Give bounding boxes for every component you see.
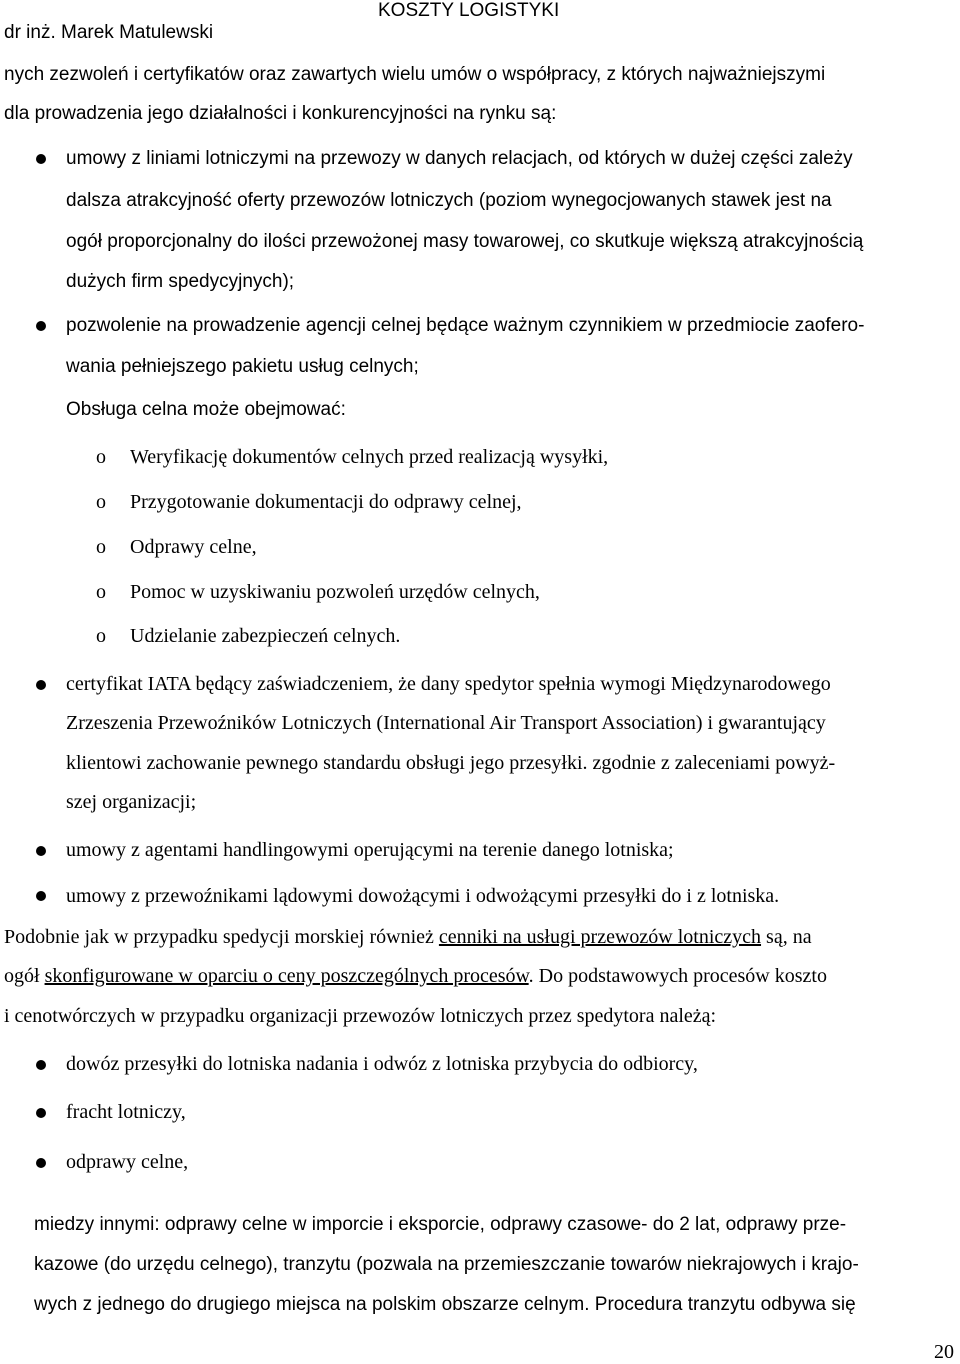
closing-line: wych z jednego do drugiego miejsca na polskim obszarze celnym. Procedura tranzytu odbywa się <box>34 1294 856 1315</box>
intro-line: nych zezwoleń i certyfikatów oraz zawartych wielu umów o współpracy, z których najważniejszymi <box>4 64 826 85</box>
bullet-icon <box>36 846 46 856</box>
bullet-text: klientowi zachowanie pewnego standardu obsługi jego przesyłki. zgodnie z zaleceniami powyż- <box>66 752 836 774</box>
bullet-text: umowy z przewoźnikami lądowymi dowożącymi i odwożącymi przesyłki do i z lotniska. <box>66 885 780 907</box>
sublist-marker: o <box>96 581 106 603</box>
underlined-phrase: cenniki na usługi przewozów lotniczych <box>438 926 762 948</box>
bullet-text: dużych firm spedycyjnych); <box>66 271 295 292</box>
paragraph-text: ogół <box>4 965 45 987</box>
sublist-item: Pomoc w uzyskiwaniu pozwoleń urzędów celnych, <box>130 581 540 603</box>
sublist-item: Weryfikację dokumentów celnych przed realizacją wysyłki, <box>130 446 609 468</box>
bullet-text: pozwolenie na prowadzenie agencji celnej będące ważnym czynnikiem w przedmiocie zaofero- <box>66 315 865 336</box>
bullet-text: wania pełniejszego pakietu usług celnych; <box>66 356 419 377</box>
bullet-text: umowy z agentami handlingowymi operującymi na terenie danego lotniska; <box>66 839 674 861</box>
bullet-text: umowy z liniami lotniczymi na przewozy w danych relacjach, od których w dużej części zależy <box>66 148 853 169</box>
bullet-text: ogół proporcjonalny do ilości przewożonej masy towarowej, co skutkuje większą atrakcyjnością <box>66 231 864 252</box>
paragraph-text: . Do podstawowych procesów koszto <box>528 965 827 987</box>
bullet-text: certyfikat IATA będący zaświadczeniem, że dany spedytor spełnia wymogi Międzynarodowego <box>66 673 831 695</box>
bullet-icon <box>36 680 46 690</box>
sublist-marker: o <box>96 625 106 647</box>
closing-line: miedzy innymi: odprawy celne w imporcie i eksporcie, odprawy czasowe- do 2 lat, odprawy prze- <box>34 1214 847 1235</box>
sublist-item: Udzielanie zabezpieczeń celnych. <box>130 625 401 647</box>
sublist-marker: o <box>96 491 106 513</box>
paragraph-text: Podobnie jak w przypadku spedycji morskiej również <box>4 926 439 948</box>
paragraph-text: są, na <box>761 926 812 948</box>
bullet-text: Zrzeszenia Przewoźników Lotniczych (International Air Transport Association) i gwarantujący <box>66 712 826 734</box>
bullet-text: Obsługa celna może obejmować: <box>66 399 346 420</box>
bullet-icon <box>36 891 46 901</box>
underlined-phrase: skonfigurowane w oparciu o ceny poszczególnych procesów <box>44 965 529 987</box>
sublist-item: Odprawy celne, <box>130 536 257 558</box>
list-item: fracht lotniczy, <box>66 1101 186 1123</box>
bullet-icon <box>36 1108 46 1118</box>
paragraph-line <box>4 926 812 949</box>
bullet-text: szej organizacji; <box>66 791 197 813</box>
list-item: dowóz przesyłki do lotniska nadania i odwóz z lotniska przybycia do odbiorcy, <box>66 1053 698 1075</box>
author-name: dr inż. Marek Matulewski <box>4 22 214 43</box>
intro-line: dla prowadzenia jego działalności i konkurencyjności na rynku są: <box>4 103 557 124</box>
document-title: KOSZTY LOGISTYKI <box>378 0 560 21</box>
sublist-marker: o <box>96 536 106 558</box>
bullet-icon <box>36 321 46 331</box>
sublist-item: Przygotowanie dokumentacji do odprawy celnej, <box>130 491 522 513</box>
sublist-marker: o <box>96 446 106 468</box>
closing-line: kazowe (do urzędu celnego), tranzytu (pozwala na przemieszczanie towarów niekrajowych i krajo- <box>34 1254 859 1275</box>
paragraph-line: i cenotwórczych w przypadku organizacji przewozów lotniczych przez spedytora należą: <box>4 1005 717 1027</box>
bullet-icon <box>36 1060 46 1070</box>
bullet-icon <box>36 154 46 164</box>
list-item: odprawy celne, <box>66 1151 189 1173</box>
paragraph-line <box>4 965 827 988</box>
bullet-text: dalsza atrakcyjność oferty przewozów lotniczych (poziom wynegocjowanych stawek jest na <box>66 190 832 211</box>
page-number: 20 <box>934 1341 954 1363</box>
bullet-icon <box>36 1158 46 1168</box>
